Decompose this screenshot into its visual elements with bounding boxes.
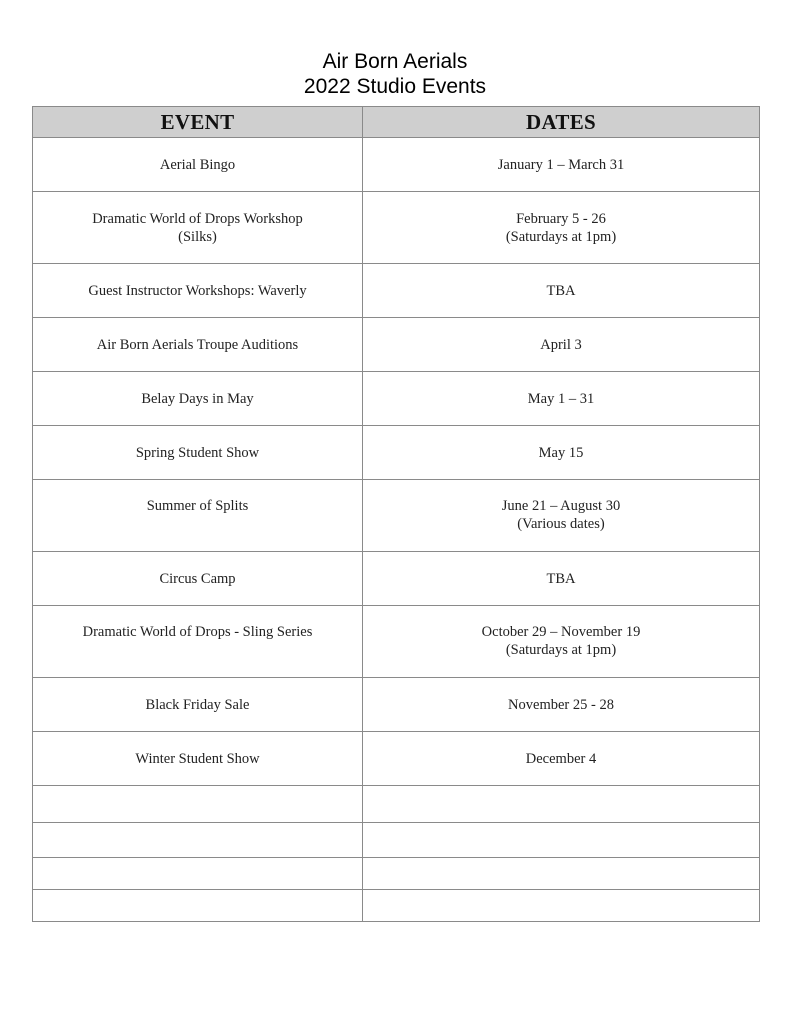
event-cell xyxy=(33,318,363,372)
event-cell xyxy=(33,552,363,606)
column-header-event: EVENT xyxy=(33,107,363,138)
event-name: Air Born Aerials Troupe Auditions xyxy=(96,336,299,353)
dates-cell xyxy=(363,552,760,606)
table-row xyxy=(33,264,760,318)
dates-cell xyxy=(363,372,760,426)
event-dates: TBA xyxy=(546,282,576,299)
event-cell xyxy=(33,426,363,480)
event-name: Circus Camp xyxy=(159,570,236,587)
event-cell xyxy=(33,678,363,732)
event-dates: TBA xyxy=(546,570,576,587)
event-name: Dramatic World of Drops Workshop xyxy=(92,210,303,227)
event-cell xyxy=(33,138,363,192)
dates-cell xyxy=(363,606,760,678)
event-dates: June 21 – August 30 xyxy=(501,498,621,514)
event-name: Aerial Bingo xyxy=(159,156,236,173)
event-dates-note: (Saturdays at 1pm) xyxy=(505,642,617,658)
column-header-dates: DATES xyxy=(363,107,760,138)
event-name: Guest Instructor Workshops: Waverly xyxy=(88,282,307,299)
event-dates: May 1 – 31 xyxy=(527,390,595,407)
document-title xyxy=(0,49,790,99)
dates-cell xyxy=(363,264,760,318)
table-row xyxy=(33,372,760,426)
event-dates: January 1 – March 31 xyxy=(497,156,625,173)
event-cell xyxy=(33,372,363,426)
empty-event-cell xyxy=(33,786,363,823)
table-row xyxy=(33,480,760,552)
empty-event-cell xyxy=(33,858,363,890)
event-dates: October 29 – November 19 xyxy=(481,624,641,640)
event-cell xyxy=(33,192,363,264)
dates-cell xyxy=(363,318,760,372)
table-row xyxy=(33,606,760,678)
dates-cell xyxy=(363,426,760,480)
table-row xyxy=(33,318,760,372)
event-dates: November 25 - 28 xyxy=(508,696,614,713)
event-cell xyxy=(33,480,363,552)
table-header-row xyxy=(33,107,760,138)
table-row xyxy=(33,732,760,786)
event-dates: May 15 xyxy=(538,444,584,461)
event-name-note: (Silks) xyxy=(178,228,217,245)
event-dates: December 4 xyxy=(525,750,597,767)
event-dates: April 3 xyxy=(540,336,582,353)
table-row xyxy=(33,192,760,264)
event-name: Belay Days in May xyxy=(141,390,254,407)
event-dates-note: (Various dates) xyxy=(517,516,605,532)
event-name: Spring Student Show xyxy=(135,444,260,461)
dates-cell xyxy=(363,732,760,786)
title-studio-name: Air Born Aerials xyxy=(322,50,468,73)
event-cell xyxy=(33,264,363,318)
empty-dates-cell xyxy=(363,890,760,922)
empty-dates-cell xyxy=(363,858,760,890)
events-table xyxy=(32,106,760,922)
table-row xyxy=(33,678,760,732)
table-row xyxy=(33,552,760,606)
dates-cell xyxy=(363,138,760,192)
event-name: Summer of Splits xyxy=(146,498,249,514)
empty-dates-cell xyxy=(363,823,760,858)
empty-dates-cell xyxy=(363,786,760,823)
dates-cell xyxy=(363,192,760,264)
event-dates-note: (Saturdays at 1pm) xyxy=(505,228,617,245)
table-row xyxy=(33,426,760,480)
empty-table-row xyxy=(33,890,760,922)
dates-cell xyxy=(363,480,760,552)
event-cell xyxy=(33,606,363,678)
empty-event-cell xyxy=(33,890,363,922)
empty-table-row xyxy=(33,786,760,823)
empty-table-row xyxy=(33,823,760,858)
event-cell xyxy=(33,732,363,786)
event-name: Winter Student Show xyxy=(135,750,260,767)
event-dates: February 5 - 26 xyxy=(516,210,606,227)
title-year-events: 2022 Studio Events xyxy=(303,75,487,98)
empty-table-row xyxy=(33,858,760,890)
dates-cell xyxy=(363,678,760,732)
event-name: Black Friday Sale xyxy=(145,696,250,713)
table-row xyxy=(33,138,760,192)
empty-event-cell xyxy=(33,823,363,858)
event-name: Dramatic World of Drops - Sling Series xyxy=(82,624,313,640)
